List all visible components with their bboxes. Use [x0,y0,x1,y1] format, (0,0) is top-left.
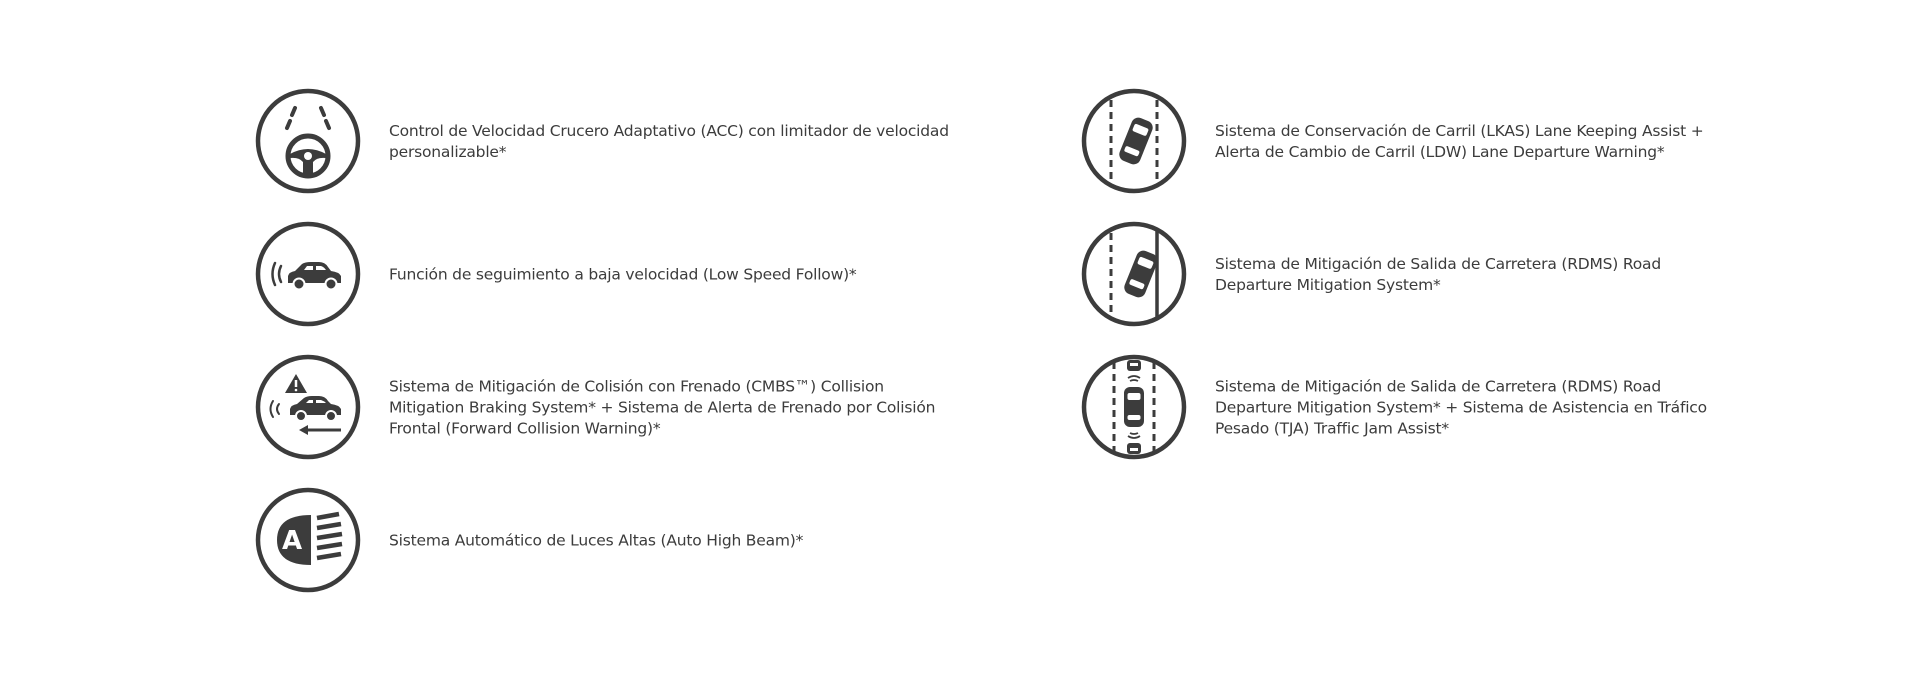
feature-label: Control de Velocidad Crucero Adaptativo (ACC) con limitador de velocidad personalizable* [389,122,949,161]
feature-item-acc [255,88,955,196]
auto-high-beam-icon [255,487,361,593]
lane-keeping-assist-icon [1081,88,1187,194]
feature-label: Sistema de Mitigación de Salida de Carretera (RDMS) Road Departure Mitigation System* [1215,255,1661,294]
feature-label: Sistema de Mitigación de Colisión con Frenado (CMBS™) Collision Mitigation Braking System* + Sistema de Alerta de Frenado por Colisión Frontal (Forward Collision Warning)* [389,377,936,438]
feature-item-auto-high-beam [255,487,955,595]
feature-item-low-speed-follow [255,221,955,329]
auto-high-beam-badge: A [281,526,303,556]
traffic-jam-assist-icon [1081,354,1187,460]
low-speed-follow-icon [255,221,361,327]
feature-label: Función de seguimiento a baja velocidad (Low Speed Follow)* [389,265,857,284]
adaptive-cruise-control-icon [255,88,361,194]
feature-label: Sistema Automático de Luces Altas (Auto High Beam)* [389,531,804,550]
feature-item-tja [1081,354,1781,462]
feature-item-rdms [1081,221,1781,329]
feature-label: Sistema de Conservación de Carril (LKAS) Lane Keeping Assist + Alerta de Cambio de Carril (LDW) Lane Departure Warning* [1215,122,1704,161]
feature-label: Sistema de Mitigación de Salida de Carretera (RDMS) Road Departure Mitigation System* + Sistema de Asistencia en Tráfico Pesado (TJA) Traffic Jam Assist* [1215,377,1707,438]
feature-item-cmbs [255,354,955,462]
road-departure-mitigation-icon [1081,221,1187,327]
feature-item-lkas [1081,88,1781,196]
collision-mitigation-icon [255,354,361,460]
